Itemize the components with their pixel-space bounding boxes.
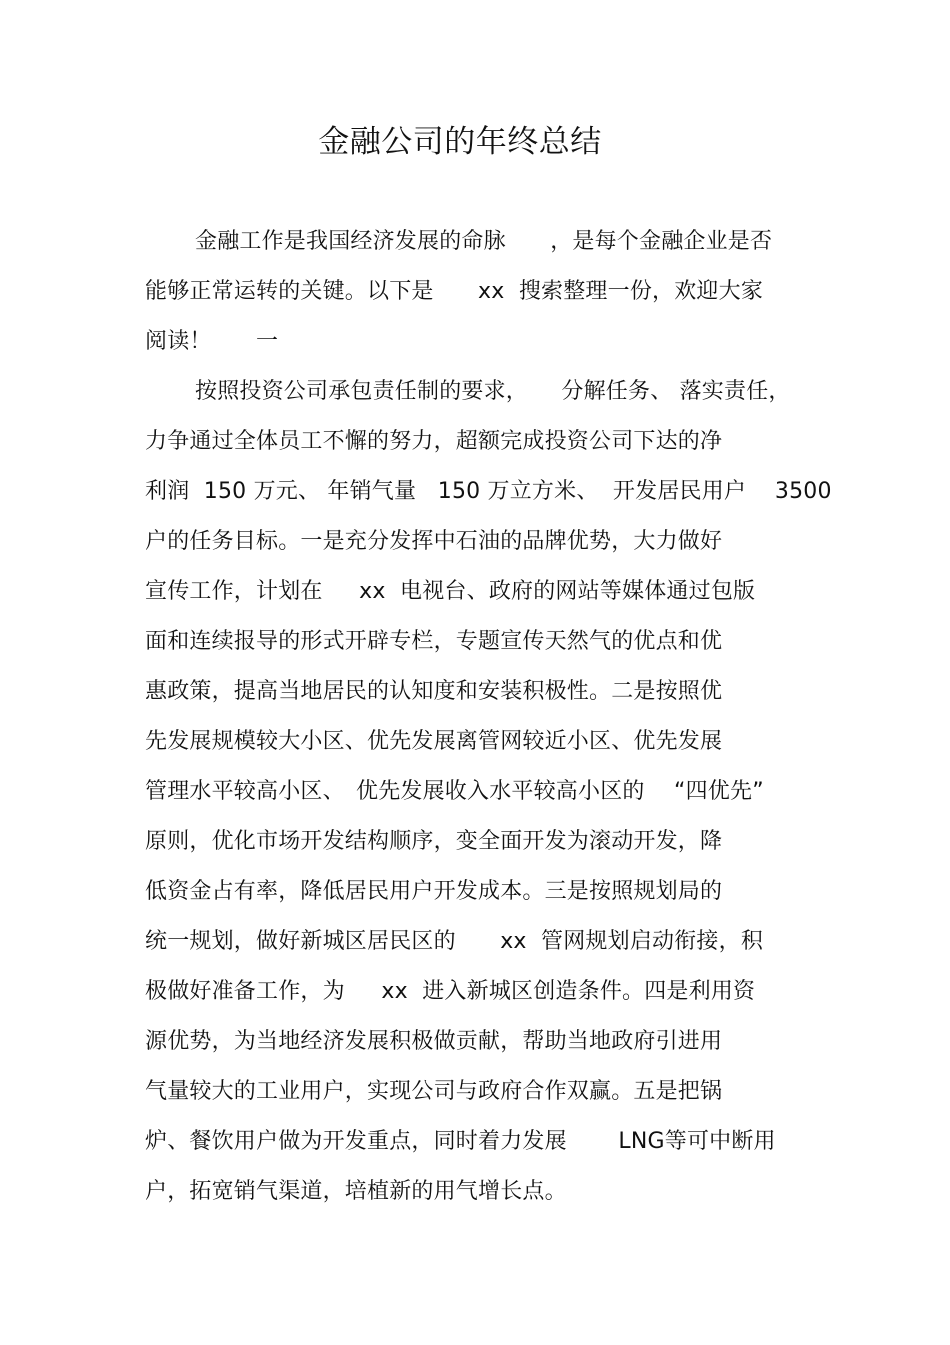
paragraph-2-line-6: 面和连续报导的形式开辟专栏，专题宣传天然气的优点和优	[145, 629, 723, 654]
paragraph-2-line-4: 户的任务目标。一是充分发挥中石油的品牌优势，大力做好	[145, 529, 723, 554]
paragraph-2-line-10: 原则，优化市场开发结构顺序，变全面开发为滚动开发，降	[145, 829, 723, 854]
paragraph-2-line-17: 户，拓宽销气渠道，培植新的用气增长点。	[145, 1179, 567, 1204]
paragraph-2-line-12: 统一规划，做好新城区居民区的 xx 管网规划启动衔接，积	[145, 929, 764, 954]
paragraph-1-line-2: 能够正常运转的关键。以下是 xx 搜索整理一份，欢迎大家	[145, 279, 764, 304]
paragraph-2-line-14: 源优势，为当地经济发展积极做贡献，帮助当地政府引进用	[145, 1029, 723, 1054]
document-title: 金融公司的年终总结	[318, 124, 602, 160]
paragraph-2-line-16: 炉、餐饮用户做为开发重点，同时着力发展 LNG等可中断用	[145, 1129, 776, 1154]
paragraph-1-line-3: 阅读！ 一	[145, 329, 279, 354]
paragraph-2-line-8: 先发展规模较大小区、优先发展离管网较近小区、优先发展	[145, 729, 723, 754]
paragraph-2-line-2: 力争通过全体员工不懈的努力，超额完成投资公司下达的净	[145, 429, 723, 454]
paragraph-2-line-13: 极做好准备工作，为 xx 进入新城区创造条件。四是利用资	[145, 979, 756, 1004]
paragraph-2-line-1: 按照投资公司承包责任制的要求， 分解任务、 落实责任，	[195, 379, 791, 404]
paragraph-2-line-15: 气量较大的工业用户，实现公司与政府合作双赢。五是把锅	[145, 1079, 723, 1104]
paragraph-2-line-9: 管理水平较高小区、 优先发展收入水平较高小区的 “四优先”	[145, 779, 764, 804]
paragraph-2-line-5: 宣传工作，计划在 xx 电视台、政府的网站等媒体通过包版	[145, 579, 756, 604]
paragraph-2-line-11: 低资金占有率，降低居民用户开发成本。三是按照规划局的	[145, 879, 723, 904]
paragraph-2-line-7: 惠政策，提高当地居民的认知度和安装积极性。二是按照优	[145, 679, 723, 704]
paragraph-2-line-3: 利润 150 万元、 年销气量 150 万立方米、 开发居民用户 3500	[145, 479, 832, 504]
paragraph-1-line-1: 金融工作是我国经济发展的命脉 ，是每个金融企业是否	[195, 229, 773, 254]
